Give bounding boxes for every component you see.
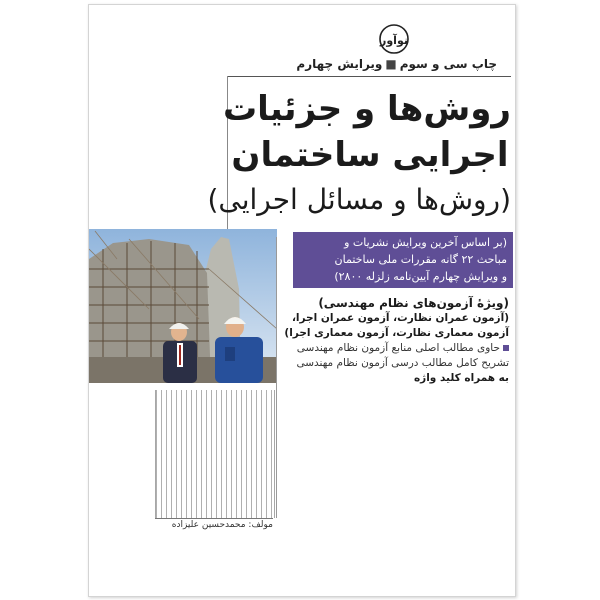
- decorative-stripes: [155, 390, 275, 518]
- header-rule: [227, 76, 511, 77]
- content-frame-line: [276, 237, 277, 518]
- title-line-3: (روش‌ها و مسائل اجرایی): [207, 183, 511, 216]
- feature-item: به همراه کلید واژه: [413, 372, 509, 384]
- bullet-square-icon: [503, 345, 509, 351]
- subtitle-line-1: (بر اساس آخرین ویرایش نشریات و: [344, 236, 507, 249]
- title-line-1: روش‌ها و جزئیات: [222, 89, 511, 129]
- feature-item: حاوی مطالب اصلی منابع آزمون نظام مهندسی: [279, 341, 509, 356]
- subtitle-box: [293, 232, 513, 288]
- feature-item: تشریح کامل مطالب درسی آزمون نظام مهندسی: [296, 357, 509, 369]
- printing-number: چاپ سی و سوم: [399, 57, 497, 71]
- exam-heading: (ویژهٔ آزمون‌های نظام مهندسی): [318, 296, 509, 310]
- book-cover: [88, 4, 516, 597]
- separator-dot: ■: [385, 57, 397, 71]
- exam-info: [279, 295, 509, 386]
- subtitle-line-2: مباحث ۲۲ گانه مقررات ملی ساختمان: [334, 253, 507, 266]
- publisher-logo-icon: [378, 23, 410, 55]
- edition-version: ویرایش چهارم: [296, 57, 383, 71]
- title-line-2: اجرایی ساختمان: [231, 135, 509, 175]
- exam-line-1: (آزمون عمران نظارت، آزمون عمران اجرا،: [291, 312, 509, 324]
- publisher-logo-text: نوآور: [380, 34, 408, 47]
- exam-line-2: آزمون معماری نظارت، آزمون معماری اجرا): [284, 327, 509, 339]
- author-name: مولف: محمدحسین علیزاده: [171, 520, 273, 530]
- author-rule: [155, 518, 273, 519]
- construction-photo: [89, 229, 277, 383]
- subtitle-line-3: و ویرایش چهارم آیین‌نامه زلزله ۲۸۰۰): [334, 270, 507, 283]
- edition-line: [237, 57, 497, 75]
